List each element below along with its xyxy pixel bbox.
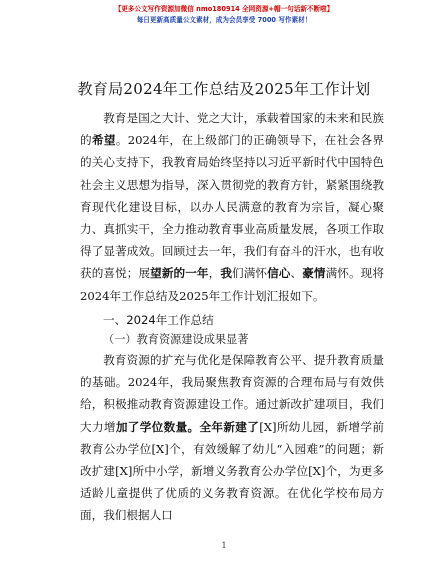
intro-paragraph [80,107,384,307]
intro-text-6: 满怀。现将2024年工作总结及2025年工作计划汇报如下。 [80,266,384,303]
intro-text-3: ， [208,266,221,281]
intro-bold-1: 希望 [91,133,116,148]
resources-paragraph [80,349,384,527]
subsection-heading: （一）教育资源建设成果显著 [103,333,249,346]
intro-bold-4: 信心 [267,266,291,281]
intro-text-2: 。2024年，在上级部门的正确领导下，在社会各界的关心支持下，我教育局始终坚持以习近平新时代中国特色社会主义思想为指导，深入贯彻党的教育方针，紧紧围绕教育现代化建设目标，以办人民满意的教育为宗旨，凝心聚力、真抓实干，全力推动教育事业高质量发展，各项工作取得了显著成效。回顾过去一年，我们有奋斗的汗水，也有收获的喜悦；展 [80,133,384,281]
resources-text-1: 教育资源的扩充与优化是保障教育公平、提升教育质量的基础。2024年，我局聚焦教育资源的合理布局与有效供给，积极推动教育资源建设工作。通过新改扩建项目，我们大力增 [80,353,384,434]
document-title: 教育局2024年工作总结及2025年工作计划 [77,80,371,98]
resources-text-2: [X]所幼儿园，新增学前教育公办学位[X]个，有效缓解了幼儿“入园难”的问题；新改扩建[X]所中小学，新增义务教育公办学位[X]个，为更多适龄儿童提供了优质的义务教育资源。在优化学校布局方面，我们根据人口 [80,419,384,523]
page-number: 1 [221,541,227,550]
intro-bold-5: 豪情 [302,266,326,281]
intro-text-1: 教育是国之大计、党之大计，承载着国家的未来和民族的 [80,111,384,148]
promo-banner [0,4,448,26]
promo-banner-line-2: 每日更新高质量公文素材，成为会员享受 7000 写作素材！ [136,16,312,24]
promo-banner-line-1: 【更多公文写作资源加微信 nmo180914 全网资源+帽一句话新不断啦】 [114,5,334,13]
resources-bold-1: 加了学位数量。全年新建了 [115,419,260,434]
intro-bold-2: 望新的一年 [150,266,209,281]
intro-text-5: 、 [290,266,303,281]
section-heading: 一、2024年工作总结 [103,313,214,327]
intro-text-4: 们满怀 [232,266,268,281]
intro-bold-3: 我 [220,266,233,281]
